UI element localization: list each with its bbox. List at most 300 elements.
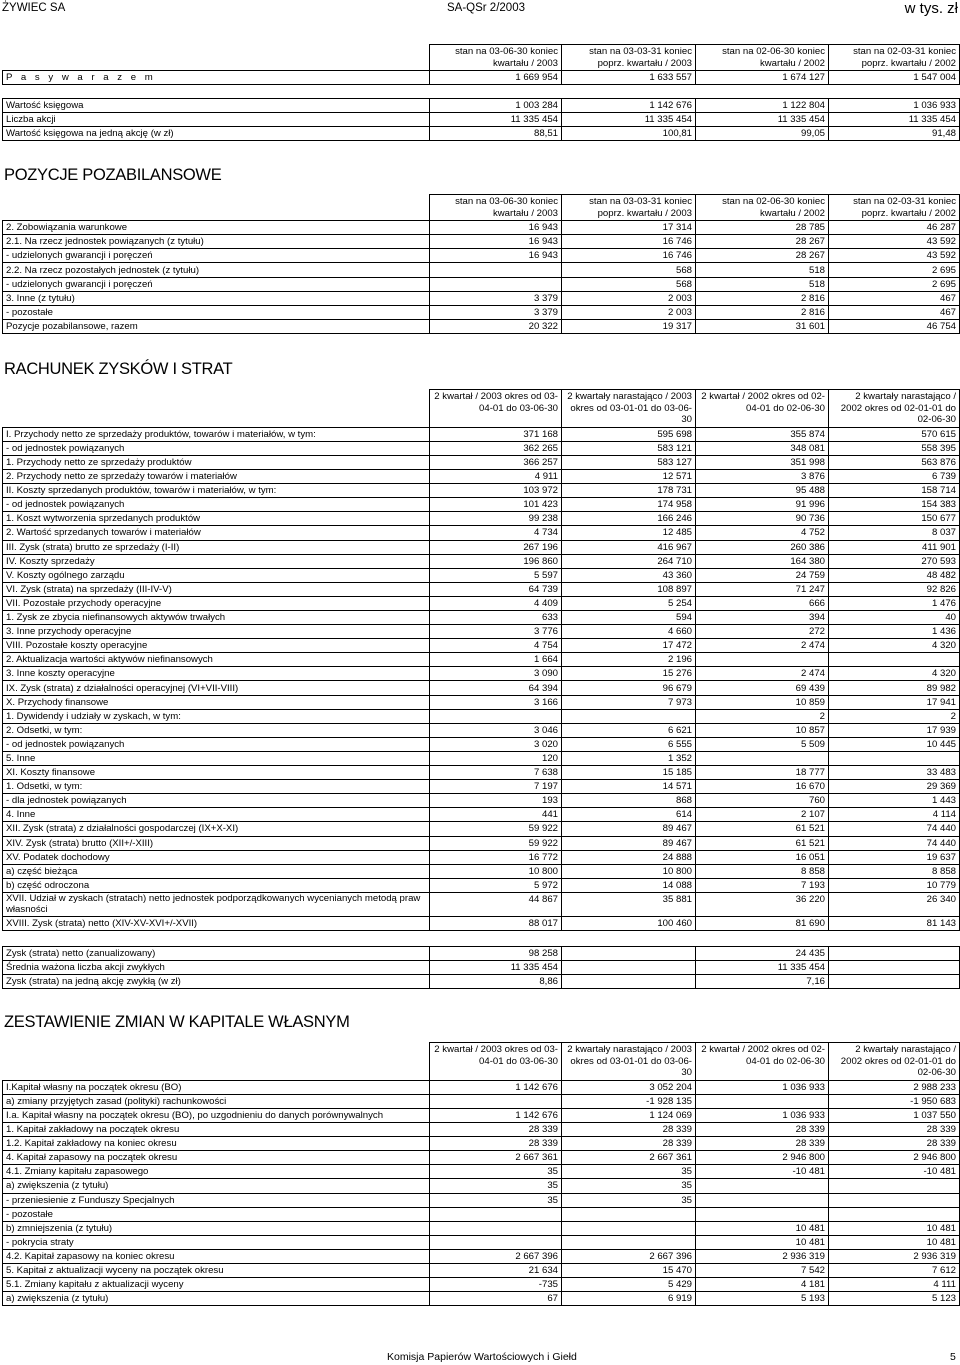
cell-value: 16 746 [562, 249, 696, 263]
table-row [3, 737, 960, 751]
cell-value: 64 394 [430, 681, 562, 695]
cell-value: 1 036 933 [696, 1080, 829, 1094]
cell-value: 67 [430, 1292, 562, 1306]
table-row [3, 892, 960, 916]
cell-value: 7,16 [696, 975, 829, 989]
cell-value: 3 776 [430, 625, 562, 639]
eps-table [2, 946, 960, 989]
cell-value [829, 961, 960, 975]
row-label: VI. Zysk (strata) na sprzedaży (III-IV-V) [3, 582, 430, 596]
cell-value: 103 972 [430, 484, 562, 498]
table-row [3, 1137, 960, 1151]
cell-value: 12 571 [562, 470, 696, 484]
cell-value: 91 996 [696, 498, 829, 512]
cell-value [829, 653, 960, 667]
table-row [3, 836, 960, 850]
cell-value: 5 123 [829, 1292, 960, 1306]
cell-value: 11 335 454 [430, 961, 562, 975]
cell-value: 81 143 [829, 916, 960, 930]
cell-value: 18 777 [696, 766, 829, 780]
table-row [3, 1207, 960, 1221]
cell-value: 1 142 676 [562, 99, 696, 113]
cell-value: 614 [562, 808, 696, 822]
row-label: IX. Zysk (strata) z działalności operacyjnej (VI+VII-VIII) [3, 681, 430, 695]
cell-value [696, 653, 829, 667]
row-label: 1. Przychody netto ze sprzedaży produktów [3, 455, 430, 469]
row-label: 2. Wartość sprzedanych towarów i materiałów [3, 526, 430, 540]
cell-value: 108 897 [562, 582, 696, 596]
cell-value: 4 752 [696, 526, 829, 540]
cell-value: 98 258 [430, 947, 562, 961]
equity-title: ZESTAWIENIE ZMIAN W KAPITALE WŁASNYM [4, 1013, 350, 1031]
cell-value: 2 695 [829, 263, 960, 277]
cell-value [562, 1207, 696, 1221]
cell-value: -10 481 [696, 1165, 829, 1179]
table-row [3, 249, 960, 263]
cell-value: 61 521 [696, 822, 829, 836]
cell-value: 3 876 [696, 470, 829, 484]
table-row [3, 1221, 960, 1235]
cell-value: 193 [430, 794, 562, 808]
cell-value: 178 731 [562, 484, 696, 498]
cell-value: 8 858 [829, 864, 960, 878]
cell-value: 11 335 454 [562, 113, 696, 127]
cell-value [430, 709, 562, 723]
cell-value: 28 339 [829, 1123, 960, 1137]
cell-value: 394 [696, 611, 829, 625]
table-row [3, 1278, 960, 1292]
cell-value: 59 922 [430, 822, 562, 836]
table-row [3, 681, 960, 695]
cell-value: 1 664 [430, 653, 562, 667]
cell-value: 35 [562, 1193, 696, 1207]
cell-value: 10 481 [696, 1235, 829, 1249]
row-label: 5. Kapitał z aktualizacji wyceny na początek okresu [3, 1264, 430, 1278]
equity-body [3, 1080, 960, 1306]
cell-value: 3 046 [430, 723, 562, 737]
cell-value: 4 660 [562, 625, 696, 639]
cell-value: 17 941 [829, 695, 960, 709]
cell-value: 89 467 [562, 822, 696, 836]
row-label: 5. Inne [3, 751, 430, 765]
table-row [3, 127, 960, 141]
cell-value: 16 943 [430, 221, 562, 235]
pnl-section [2, 389, 959, 931]
table-row [3, 975, 960, 989]
row-label: 1. Odsetki, w tym: [3, 780, 430, 794]
cell-value: 868 [562, 794, 696, 808]
row-label: 2.2. Na rzecz pozostałych jednostek (z tytułu) [3, 263, 430, 277]
cell-value: 2 [696, 709, 829, 723]
cell-value [829, 947, 960, 961]
cell-value: 267 196 [430, 540, 562, 554]
cell-value [562, 1221, 696, 1235]
cell-value: -1 950 683 [829, 1094, 960, 1108]
cell-value: 24 888 [562, 850, 696, 864]
cell-value: 355 874 [696, 427, 829, 441]
cell-value: 8,86 [430, 975, 562, 989]
cell-value: 2 936 319 [829, 1249, 960, 1263]
eps-body [3, 947, 960, 989]
cell-value: 100 460 [562, 916, 696, 930]
cell-value: 10 481 [829, 1221, 960, 1235]
cell-value: 29 369 [829, 780, 960, 794]
cell-value: 43 360 [562, 568, 696, 582]
cell-value: 595 698 [562, 427, 696, 441]
cell-value: 28 339 [562, 1123, 696, 1137]
cell-value: 99,05 [696, 127, 829, 141]
row-label: - udzielonych gwarancji i poręczeń [3, 277, 430, 291]
row-label: Średnia ważona liczba akcji zwykłych [3, 961, 430, 975]
cell-value: 1 669 954 [430, 71, 562, 85]
table-row [3, 1151, 960, 1165]
balance-summary-section [2, 44, 959, 85]
cell-value: 2 107 [696, 808, 829, 822]
table-row [3, 113, 960, 127]
row-label: 2. Zobowiązania warunkowe [3, 221, 430, 235]
cell-value: 5 597 [430, 568, 562, 582]
cell-value: 1 142 676 [430, 1080, 562, 1094]
row-label: - pozostałe [3, 305, 430, 319]
cell-value [829, 751, 960, 765]
row-label: - od jednostek powiązanych [3, 441, 430, 455]
cell-value: 100,81 [562, 127, 696, 141]
offbalance-section [2, 194, 959, 334]
offbalance-title: POZYCJE POZABILANSOWE [4, 166, 222, 184]
table-row [3, 947, 960, 961]
table-row [3, 695, 960, 709]
cell-value: 166 246 [562, 512, 696, 526]
table-row [3, 625, 960, 639]
cell-value: 59 922 [430, 836, 562, 850]
cell-value: 8 037 [829, 526, 960, 540]
table-row [3, 235, 960, 249]
cell-value: 14 088 [562, 878, 696, 892]
cell-value: 10 481 [829, 1235, 960, 1249]
row-label: a) część bieżąca [3, 864, 430, 878]
cell-value: 64 739 [430, 582, 562, 596]
page-number: 5 [950, 1351, 956, 1363]
table-row [3, 864, 960, 878]
cell-value [696, 1193, 829, 1207]
cell-value: 3 090 [430, 667, 562, 681]
row-label: 4. Kapitał zapasowy na początek okresu [3, 1151, 430, 1165]
cell-value [696, 751, 829, 765]
cell-value: 270 593 [829, 554, 960, 568]
table-row [3, 596, 960, 610]
cell-value: 371 168 [430, 427, 562, 441]
row-label: VII. Pozostałe przychody operacyjne [3, 596, 430, 610]
cell-value: 1 036 933 [829, 99, 960, 113]
cell-value [829, 975, 960, 989]
cell-value: 6 919 [562, 1292, 696, 1306]
cell-value: 1 674 127 [696, 71, 829, 85]
cell-value: 28 785 [696, 221, 829, 235]
row-label: I. Przychody netto ze sprzedaży produktów, towarów i materiałów, w tym: [3, 427, 430, 441]
cell-value: 11 335 454 [829, 113, 960, 127]
row-label: XV. Podatek dochodowy [3, 850, 430, 864]
row-label: 1. Kapitał zakładowy na początek okresu [3, 1123, 430, 1137]
row-label: I.a. Kapitał własny na początek okresu (BO), po uzgodnieniu do danych porównywalnych [3, 1108, 430, 1122]
cell-value: 2 196 [562, 653, 696, 667]
cell-value: 4 111 [829, 1278, 960, 1292]
cell-value: 35 [562, 1165, 696, 1179]
cell-value: 568 [562, 277, 696, 291]
row-label: 3. Inne koszty operacyjne [3, 667, 430, 681]
equity-header-row [3, 1043, 960, 1081]
cell-value: 10 445 [829, 737, 960, 751]
cell-value: 7 638 [430, 766, 562, 780]
table-row [3, 639, 960, 653]
cell-value: 348 081 [696, 441, 829, 455]
table-row [3, 99, 960, 113]
cell-value: 5 429 [562, 1278, 696, 1292]
offbalance-table [2, 194, 960, 334]
cell-value: 88,51 [430, 127, 562, 141]
cell-value: 35 [430, 1165, 562, 1179]
cell-value [430, 1221, 562, 1235]
cell-value: 2 988 233 [829, 1080, 960, 1094]
book-value-body [3, 99, 960, 141]
table-row [3, 961, 960, 975]
cell-value: 467 [829, 305, 960, 319]
cell-value [829, 1207, 960, 1221]
cell-value: 120 [430, 751, 562, 765]
row-label: - od jednostek powiązanych [3, 737, 430, 751]
column-header: stan na 03-03-31 koniec poprz. kwartału / 2003 [562, 45, 696, 71]
row-label: Wartość księgowa na jedną akcję (w zł) [3, 127, 430, 141]
cell-value: 2 [829, 709, 960, 723]
table-row [3, 470, 960, 484]
cell-value: 583 127 [562, 455, 696, 469]
table-row [3, 794, 960, 808]
row-label: IV. Koszty sprzedaży [3, 554, 430, 568]
table-row [3, 1080, 960, 1094]
cell-value: 11 335 454 [696, 113, 829, 127]
row-label: Zysk (strata) na jedną akcję zwykłą (w zł) [3, 975, 430, 989]
table-row [3, 1165, 960, 1179]
offbalance-body [3, 221, 960, 334]
cell-value: 15 470 [562, 1264, 696, 1278]
row-label: a) zwiększenia (z tytułu) [3, 1179, 430, 1193]
cell-value: 69 439 [696, 681, 829, 695]
cell-value: 2 474 [696, 667, 829, 681]
cell-value: 2 946 800 [696, 1151, 829, 1165]
cell-value: 35 881 [562, 892, 696, 916]
table-row [3, 263, 960, 277]
cell-value: 10 859 [696, 695, 829, 709]
cell-value: 2 695 [829, 277, 960, 291]
cell-value: 95 488 [696, 484, 829, 498]
cell-value: 264 710 [562, 554, 696, 568]
row-label: 5.1. Zmiany kapitału z aktualizacji wyceny [3, 1278, 430, 1292]
cell-value: 164 380 [696, 554, 829, 568]
cell-value: 28 339 [430, 1123, 562, 1137]
cell-value: 467 [829, 291, 960, 305]
row-label: Liczba akcji [3, 113, 430, 127]
cell-value: 16 772 [430, 850, 562, 864]
cell-value: 1 003 284 [430, 99, 562, 113]
cell-value: 24 759 [696, 568, 829, 582]
cell-value: 154 383 [829, 498, 960, 512]
cell-value [430, 1235, 562, 1249]
cell-value: 760 [696, 794, 829, 808]
cell-value: 91,48 [829, 127, 960, 141]
cell-value [562, 947, 696, 961]
table-row [3, 667, 960, 681]
cell-value: 3 379 [430, 291, 562, 305]
cell-value: 15 276 [562, 667, 696, 681]
cell-value: 10 779 [829, 878, 960, 892]
cell-value: 4 409 [430, 596, 562, 610]
cell-value: 666 [696, 596, 829, 610]
cell-value: 2 474 [696, 639, 829, 653]
row-label: b) zmniejszenia (z tytułu) [3, 1221, 430, 1235]
pnl-header-row [3, 390, 960, 428]
cell-value: 17 472 [562, 639, 696, 653]
row-label: 2. Aktualizacja wartości aktywów niefinansowych [3, 653, 430, 667]
table-row [3, 427, 960, 441]
table-row [3, 1235, 960, 1249]
cell-value: 36 220 [696, 892, 829, 916]
table-row [3, 568, 960, 582]
table-row [3, 709, 960, 723]
row-label: 1. Dywidendy i udziały w zyskach, w tym: [3, 709, 430, 723]
cell-value: 1 547 004 [829, 71, 960, 85]
cell-value: 16 746 [562, 235, 696, 249]
table-row [3, 1108, 960, 1122]
table-row [3, 780, 960, 794]
cell-value: 15 185 [562, 766, 696, 780]
cell-value: 17 314 [562, 221, 696, 235]
cell-value: 351 998 [696, 455, 829, 469]
balance-table [2, 44, 960, 85]
column-header: 2 kwartał / 2003 okres od 03-04-01 do 03-06-30 [430, 1043, 562, 1081]
cell-value: 8 858 [696, 864, 829, 878]
table-row [3, 1123, 960, 1137]
cell-value: 5 254 [562, 596, 696, 610]
table-row [3, 512, 960, 526]
column-header: stan na 02-06-30 koniec kwartału / 2002 [696, 45, 829, 71]
row-label: 4. Inne [3, 808, 430, 822]
cell-value: 4 181 [696, 1278, 829, 1292]
cell-value: 28 339 [430, 1137, 562, 1151]
row-label: 2.1. Na rzecz jednostek powiązanych (z tytułu) [3, 235, 430, 249]
row-label: 2. Przychody netto ze sprzedaży towarów i materiałów [3, 470, 430, 484]
table-row [3, 1193, 960, 1207]
cell-value: 4 320 [829, 667, 960, 681]
cell-value: 10 800 [430, 864, 562, 878]
cell-value: 4 114 [829, 808, 960, 822]
cell-value: 31 601 [696, 319, 829, 333]
cell-value: 518 [696, 263, 829, 277]
row-label: Wartość księgowa [3, 99, 430, 113]
cell-value: 48 482 [829, 568, 960, 582]
table-row [3, 916, 960, 930]
cell-value: 96 679 [562, 681, 696, 695]
footer-institution: Komisja Papierów Wartościowych i Giełd [387, 1351, 577, 1363]
cell-value: 260 386 [696, 540, 829, 554]
cell-value [829, 1179, 960, 1193]
row-label: XIV. Zysk (strata) brutto (XII+/-XIII) [3, 836, 430, 850]
cell-value: 633 [430, 611, 562, 625]
row-label: 4.1. Zmiany kapitału zapasowego [3, 1165, 430, 1179]
cell-value: 158 714 [829, 484, 960, 498]
cell-value: 2 667 396 [562, 1249, 696, 1263]
row-label: - dla jednostek powiązanych [3, 794, 430, 808]
row-label: - przeniesienie z Funduszy Specjalnych [3, 1193, 430, 1207]
balance-header-row [3, 45, 960, 71]
book-value-table [2, 98, 960, 141]
cell-value: 1 037 550 [829, 1108, 960, 1122]
cell-value: 2 946 800 [829, 1151, 960, 1165]
cell-value: 43 592 [829, 249, 960, 263]
column-header: 2 kwartał / 2003 okres od 03-04-01 do 03-06-30 [430, 390, 562, 428]
cell-value: 26 340 [829, 892, 960, 916]
equity-table [2, 1042, 960, 1306]
cell-value: 40 [829, 611, 960, 625]
cell-value: 4 754 [430, 639, 562, 653]
cell-value: 583 121 [562, 441, 696, 455]
eps-section [2, 946, 959, 989]
cell-value: 89 467 [562, 836, 696, 850]
table-row [3, 1292, 960, 1306]
cell-value [562, 975, 696, 989]
cell-value: 16 943 [430, 249, 562, 263]
table-row [3, 1179, 960, 1193]
table-row [3, 766, 960, 780]
cell-value: 12 485 [562, 526, 696, 540]
row-label: a) zwiększenia (z tytułu) [3, 1292, 430, 1306]
cell-value: 1 036 933 [696, 1108, 829, 1122]
cell-value: 21 634 [430, 1264, 562, 1278]
cell-value: 2 667 361 [562, 1151, 696, 1165]
row-label: 4.2. Kapitał zapasowy na koniec okresu [3, 1249, 430, 1263]
cell-value: 7 542 [696, 1264, 829, 1278]
column-header: 2 kwartał / 2002 okres od 02-04-01 do 02-06-30 [696, 390, 829, 428]
cell-value: 28 339 [696, 1123, 829, 1137]
cell-value: -735 [430, 1278, 562, 1292]
cell-value: 7 973 [562, 695, 696, 709]
cell-value: 196 860 [430, 554, 562, 568]
cell-value: 2 667 361 [430, 1151, 562, 1165]
offbalance-header-row [3, 195, 960, 221]
row-label: II. Koszty sprzedanych produktów, towarów i materiałów, w tym: [3, 484, 430, 498]
row-label: Pozycje pozabilansowe, razem [3, 319, 430, 333]
cell-value: 1 124 069 [562, 1108, 696, 1122]
table-row [3, 653, 960, 667]
cell-value: 518 [696, 277, 829, 291]
cell-value: 7 197 [430, 780, 562, 794]
cell-value [562, 1235, 696, 1249]
cell-value [562, 709, 696, 723]
row-label: XVII. Udział w zyskach (stratach) netto jednostek podporządkowanych wycenianych metodą praw własności [3, 892, 430, 916]
table-row [3, 751, 960, 765]
cell-value [696, 1207, 829, 1221]
cell-value: 366 257 [430, 455, 562, 469]
cell-value: 16 051 [696, 850, 829, 864]
cell-value: 46 754 [829, 319, 960, 333]
cell-value [696, 1179, 829, 1193]
cell-value: 92 826 [829, 582, 960, 596]
row-label: 1. Zysk ze zbycia niefinansowych aktywów trwałych [3, 611, 430, 625]
cell-value: 1 122 804 [696, 99, 829, 113]
table-row [3, 221, 960, 235]
table-row [3, 498, 960, 512]
page-header [0, 0, 960, 18]
table-row [3, 611, 960, 625]
unit-label: w tys. zł [904, 0, 958, 17]
